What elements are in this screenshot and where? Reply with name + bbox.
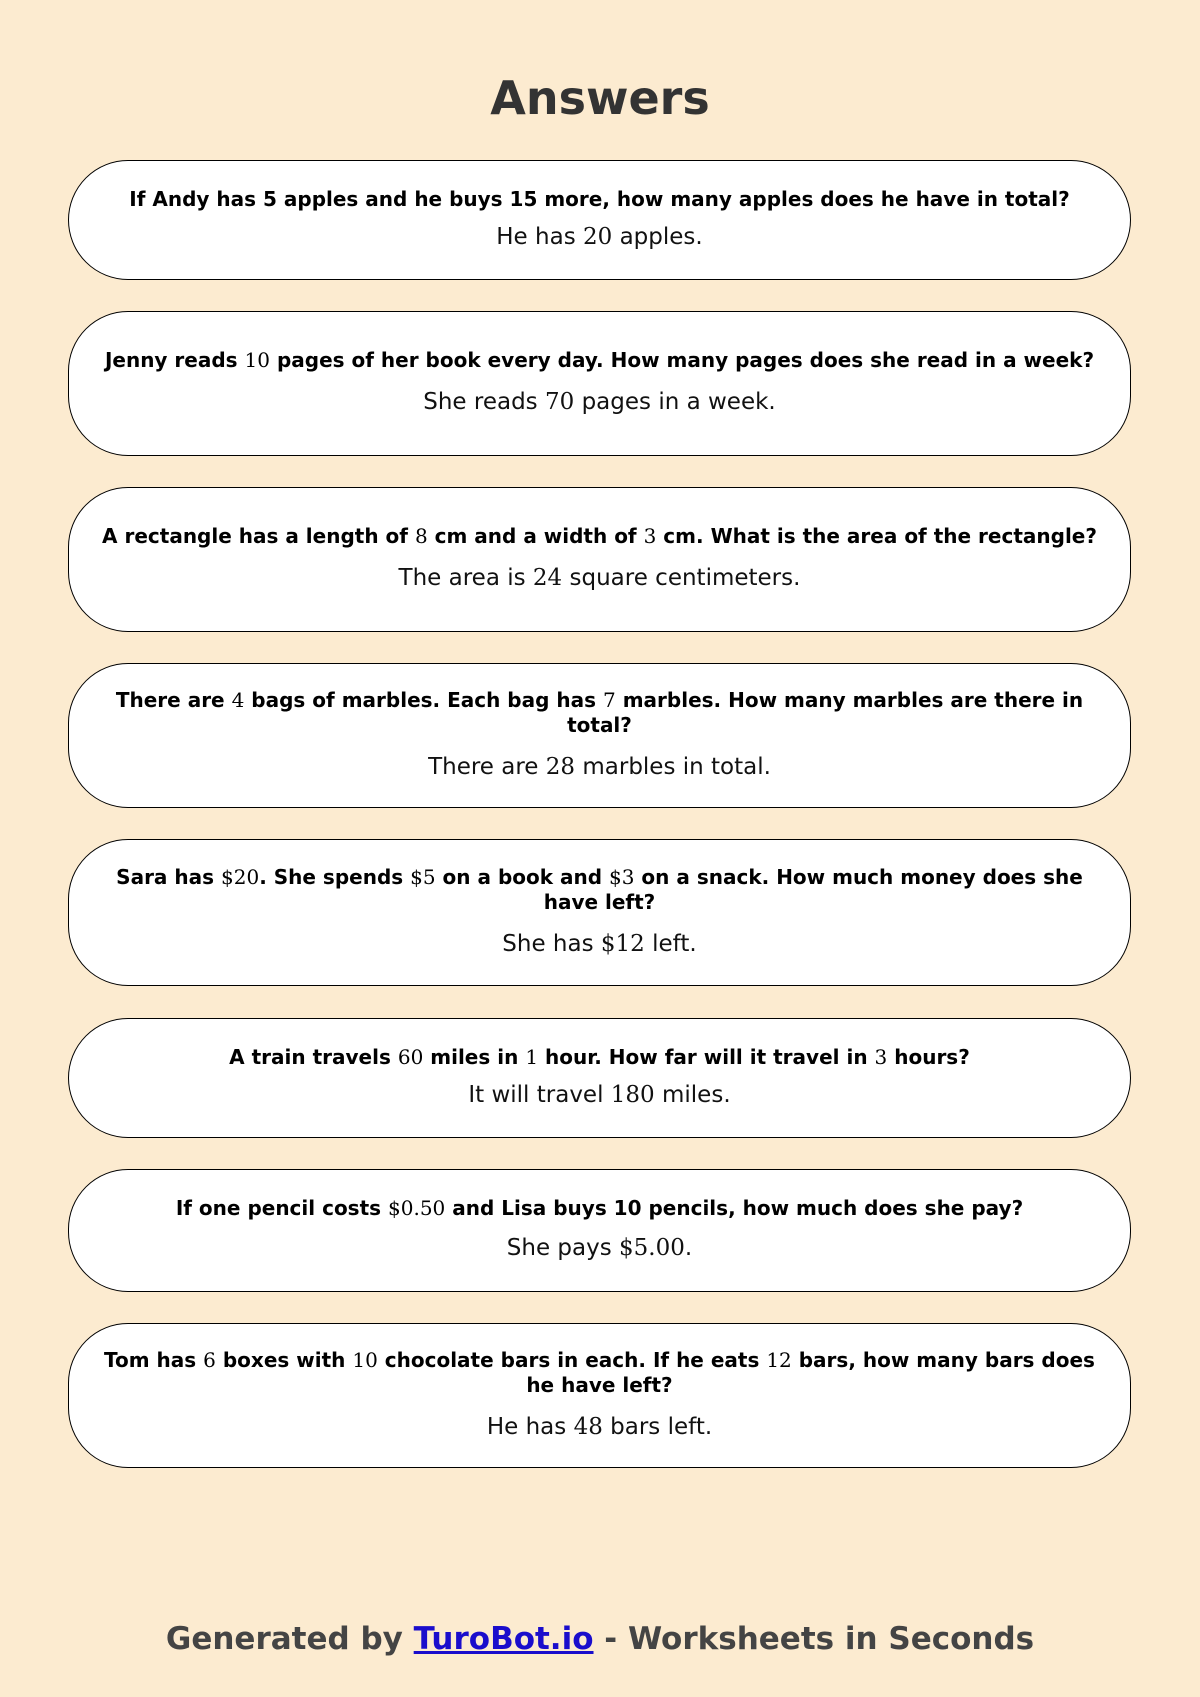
answer-text: He has 48 bars left.	[486, 1413, 713, 1440]
page-title: Answers	[490, 71, 710, 125]
answer-card	[68, 1323, 1131, 1468]
answer-text: There are 28 marbles in total.	[428, 753, 771, 780]
question-text: A rectangle has a length of 8 cm and a width of 3 cm. What is the area of the rectangle?	[102, 524, 1097, 548]
answer-text: He has 20 apples.	[496, 223, 703, 250]
answer-card	[68, 1018, 1131, 1138]
answer-card	[68, 160, 1131, 280]
footer-prefix: Generated by	[165, 1621, 414, 1657]
answer-card	[68, 1169, 1131, 1292]
question-text: If one pencil costs $0.50 and Lisa buys 10 pencils, how much does she pay?	[175, 1196, 1024, 1220]
question-text: A train travels 60 miles in 1 hour. How far will it travel in 3 hours?	[229, 1044, 970, 1069]
question-text: Tom has 6 boxes with 10 chocolate bars in each. If he eats 12 bars, how many bars does he have left?	[104, 1347, 1095, 1397]
answer-card	[68, 839, 1131, 986]
footer	[0, 1617, 1200, 1661]
question-text: If Andy has 5 apples and he buys 15 more, how many apples does he have in total?	[129, 186, 1070, 211]
answer-text: The area is 24 square centimeters.	[398, 565, 801, 591]
answer-text: It will travel 180 miles.	[468, 1081, 731, 1108]
answer-card	[68, 311, 1131, 456]
answer-text: She has $12 left.	[502, 930, 697, 957]
footer-suffix: - Worksheets in Seconds	[593, 1621, 1035, 1657]
question-text: There are 4 bags of marbles. Each bag has 7 marbles. How many marbles are there in total?	[115, 687, 1084, 737]
answer-card	[68, 487, 1131, 632]
turobot-link[interactable]: TuroBot.io	[413, 1621, 594, 1657]
answer-text: She reads 70 pages in a week.	[423, 389, 776, 415]
question-text: Jenny reads 10 pages of her book every day. How many pages does she read in a week?	[104, 348, 1095, 372]
answer-text: She pays $5.00.	[506, 1235, 693, 1261]
question-text: Sara has $20. She spends $5 on a book and $3 on a snack. How much money does she have left?	[116, 864, 1083, 914]
answer-card	[68, 663, 1131, 808]
